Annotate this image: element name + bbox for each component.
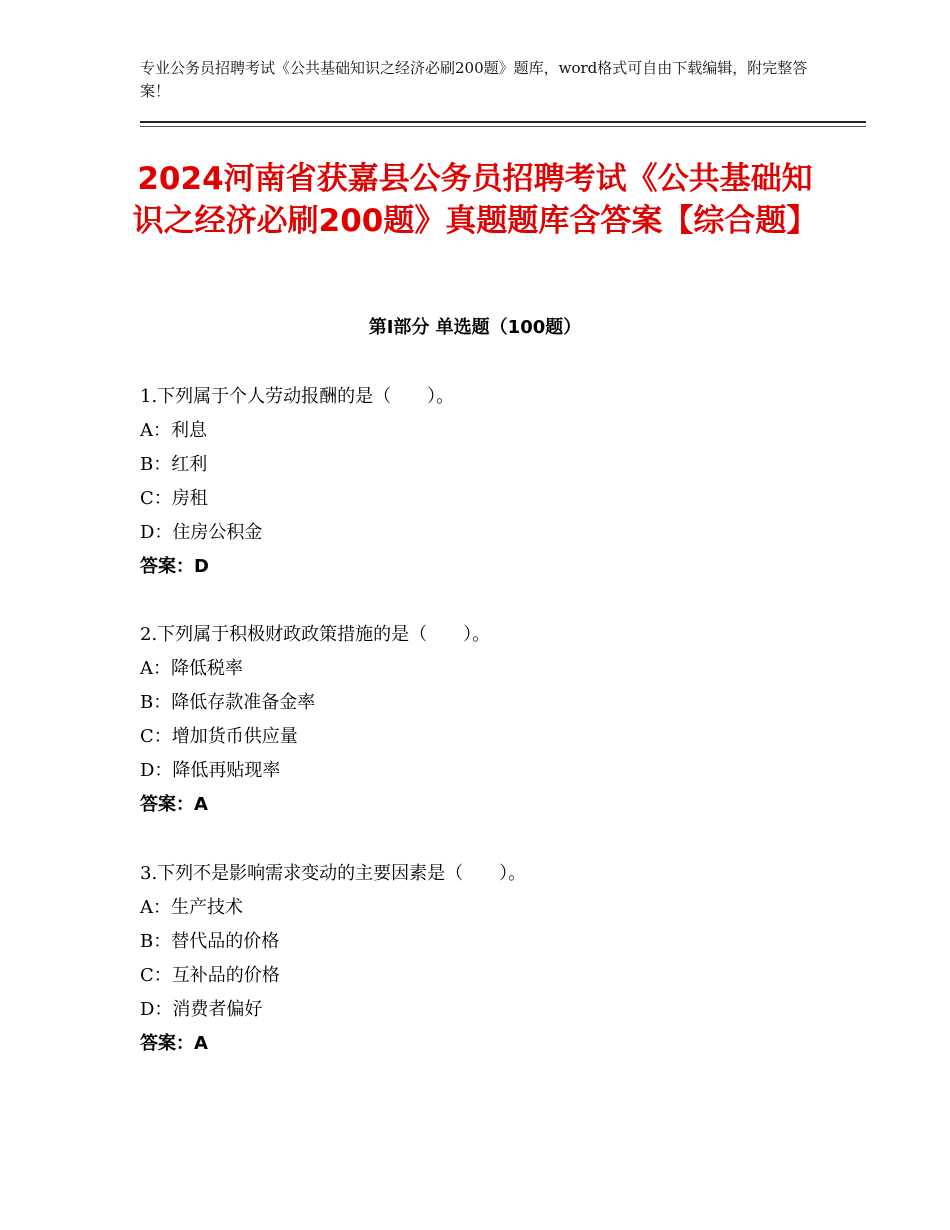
option-d: D：消费者偏好 (140, 999, 263, 1020)
answer: 答案：A (140, 1033, 208, 1054)
option-a: A：生产技术 (140, 897, 243, 918)
header-rule-thick (140, 121, 866, 123)
option-a: A：降低税率 (140, 658, 243, 679)
question-1 (140, 380, 840, 584)
option-b: B：替代品的价格 (140, 931, 280, 952)
section-heading: 第I部分 单选题（100题） (368, 317, 582, 338)
option-b: B：红利 (140, 454, 208, 475)
question-2 (140, 618, 840, 822)
header-note: 专业公务员招聘考试《公共基础知识之经济必刷200题》题库，word格式可自由下载编辑，附完整答案！ (140, 59, 808, 100)
option-d: D：住房公积金 (140, 522, 263, 543)
answer: 答案：A (140, 794, 208, 815)
header-rule-thin (140, 126, 866, 127)
option-c: C：增加货币供应量 (140, 726, 298, 747)
document-title: 2024河南省获嘉县公务员招聘考试《公共基础知识之经济必刷200题》真题题库含答案【综合题】 (132, 161, 818, 239)
option-b: B：降低存款准备金率 (140, 692, 316, 713)
question-stem: 2.下列属于积极财政政策措施的是（ ）。 (140, 624, 491, 645)
option-c: C：房租 (140, 488, 208, 509)
question-3 (140, 857, 840, 1061)
answer: 答案：D (140, 556, 209, 577)
option-a: A：利息 (140, 420, 207, 441)
option-d: D：降低再贴现率 (140, 760, 281, 781)
question-stem: 3.下列不是影响需求变动的主要因素是（ ）。 (140, 863, 527, 884)
option-c: C：互补品的价格 (140, 965, 280, 986)
question-stem: 1.下列属于个人劳动报酬的是（ ）。 (140, 386, 455, 407)
